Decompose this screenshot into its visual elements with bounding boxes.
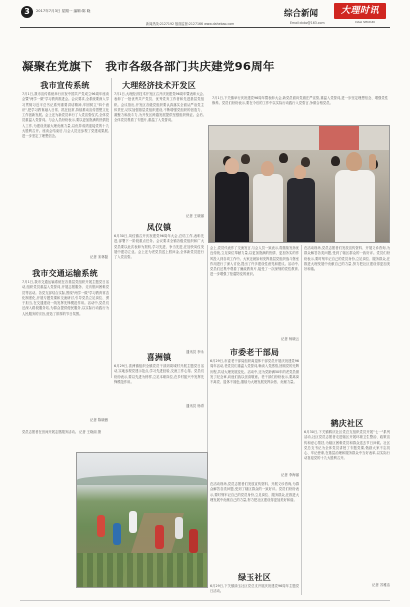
article-title: 我市宣传系统 [40, 81, 90, 90]
column-rule [301, 245, 302, 595]
article-body: 7月1日,我市宣传系统举行庆祝中国共产党成立96周年座谈会暨"两学一做"学习教育推进会。会议要求,全系统要深入学习贯彻习近平总书记系列重要讲话精神,牢固树立"四个意识",把学习教育融入日常、抓在经常,持续推动宣传思想文化工作创新发展。会上还为新党员举行了入党宣誓仪式,全体党员重温入党誓词。与会人员纷纷表示,要以更加饱满的热情投入工作,为建设美丽大理贡献力量,以优异成绩迎接党的十九大胜利召开。座谈会结束后,与会人员还参观了党建成果展,进一步坚定了理想信念。 [22, 92, 109, 139]
lead-note-text: 7月1日,下关镇举行庆祝建党96周年暨表彰大会,新党员面向党旗庄严宣誓,重温入党誓词,进一步坚定理想信念、增强党性修养。党员们纷纷表示,要在今后的工作中以实际行动践行入党誓言,争做合格党员。 [212, 96, 388, 106]
article-body: 6月30日,下关镇鹤庆社区党总支组织党员开展"七一"系列活动,社区党员志愿者走进辖区开展环境卫生整治、政策宣传和爱心帮扶,为辖区困难党员和群众送去节日问候。社区党总支书记为全体党员讲授了专题党课,勉励大家不忘初心、牢记使命,在基层治理和服务群众中当好表率,以实际行动喜迎党的十九大胜利召开。 [304, 430, 390, 461]
article-title: 喜洲镇 [146, 353, 172, 362]
photo-person-body [215, 172, 249, 242]
header-rule [20, 27, 390, 28]
article-title: 凤仪镇 [146, 223, 172, 232]
article-body: 6月30日,凤仪镇召开庆祝建党96周年大会,总结工作,表彰先进,部署下一阶段重点任务。会议要求全镇各级党组织和广大党员要以此次表彰为契机,学习先进、争当先进,在加快凤仪发展中建功立业。会上还为老党员送上慰问金,全体新党员进行了入党宣誓。 [114, 234, 204, 260]
photo-person [175, 517, 183, 539]
article-byline: 记者 苏雅洁 [371, 583, 390, 587]
section-name: 综合新闻 [284, 9, 319, 19]
article-byline: 通讯员 李永 [185, 350, 204, 354]
article-title: 绿玉社区 [238, 573, 271, 582]
photo-person-body [253, 174, 283, 242]
photo-person [241, 154, 250, 164]
party-flag [319, 126, 359, 150]
raised-fist [369, 154, 376, 170]
photo-person [113, 523, 121, 545]
email-line: Email:dxbz@163.com [290, 21, 325, 25]
article-byline: 记者 王晓丽 [185, 214, 204, 218]
article-body: 在活动现场,党员志愿者们发放宣传资料、开展义诊咨询,为群众解答各类问题,受到了辖区群众的一致好评。党员们纷纷表示,要时刻牢记自己的党员身份,立足岗位、服务群众,在推进大理发展中贡献自己的力量,努力把社区建设得更加美好和谐。 [210, 482, 299, 502]
article-title: 我市交通运输系统 [32, 269, 98, 278]
photo-caption: 党员志愿者在田间开展志愿服务活动。 记者 王晓丽 摄 [22, 430, 101, 434]
photo-person [129, 511, 137, 533]
photo-person [225, 158, 239, 174]
article-body: 6月29日,喜洲镇组织全镇党员干部到周城村开展主题党日活动,实地参观党建示范点,学习先进经验,交流工作心得。党员们纷纷表示,要以先进为榜样,立足本职岗位,在乡村振兴中发挥先锋模范作用。 [114, 364, 204, 384]
article-byline: 记者 李海丽 [280, 473, 299, 477]
photo-person [346, 152, 362, 171]
photo-person [97, 515, 105, 537]
photo-person [155, 525, 164, 549]
article-byline: 通讯员 杨青 [185, 404, 204, 408]
article-body: 7月1日,大理经济技术开发区召开庆祝建党96周年暨表彰大会,表彰了一批优秀共产党员、优秀党务工作者和先进基层党组织。会议指出,开发区各级党组织要认真落实全面从严治党主体责任,切实加强基层党组织建设,不断增强党组织的创造力、凝聚力和战斗力,为开发区跨越发展提供坚强组织保证。会后,全体党员观看了专题片,重温了入党誓词。 [114, 92, 204, 123]
article-title: 大理经济技术开发区 [122, 81, 196, 90]
headline: 凝聚在党旗下 我市各级各部门共庆建党96周年 [22, 60, 275, 73]
brand-logo-text: 大理时讯 [340, 6, 379, 16]
page-header [0, 0, 410, 46]
photo-backdrop [209, 126, 389, 150]
brand-english: DALI SHIXUN [355, 20, 375, 24]
column-rule [111, 78, 112, 378]
oath-photo [208, 125, 390, 243]
article-title: 市委老干部局 [229, 348, 280, 357]
article-title: 鹤庆社区 [330, 419, 364, 428]
page-number: 3 [24, 7, 30, 16]
article-byline: 记者 宋林磊 [89, 255, 108, 259]
distant-hills [77, 475, 207, 485]
article-body: 6月29日,市委老干部局组织离退休干部党员开展庆祝建党96周年活动,老党员们重温入党誓词,畅谈入党感悟,回顾党的光辉历程,共话大理发展变化。活动中,还为党龄满50年的老党员颁发了纪念章,向他们致以崇高敬意。老干部们纷纷表示,要离岗不离党、退休不褪色,继续为大理发展发挥余热、贡献力量。 [210, 359, 299, 385]
bottom-rule [20, 600, 390, 601]
photo-person-body [335, 170, 375, 242]
article-body: 6月29日,下关镇绿玉社区党总支开展庆祝建党96周年主题党日活动。 [210, 584, 299, 594]
article-body: 7月1日,我市交通运输系统在各基层党组织开展主题党日活动,组织党员重温入党誓词,开展志愿服务、走访慰问困难党员等活动。各党支部结合实际,围绕"两学一做"学习教育常态化制度化,开展专题党课和交流研讨,引导党员立足岗位、勇于担当,在交通建设一线发挥先锋模范作用。活动中,党员们还深入路段服务站,为群众提供便民服务,以实际行动践行为人民服务的宗旨,营造了浓厚的节日氛围。 [22, 280, 109, 316]
article-body: 会上,党员代表作了交流发言,与会人员一致表示,将继续发扬优良传统,立足岗位奉献力量,以更加饱满的热情、更加务实的作风投入到各项工作中。大家还就如何发挥基层党组织战斗堡垒作用进行了深入讨论,提出了许多建设性意见和建议。活动中,党员们还集中观看了廉政教育片,接受了一次深刻的党性教育,进一步增强了拒腐防变的意识。 [210, 246, 299, 277]
photo-person-body [287, 178, 315, 242]
article-body: 在活动现场,党员志愿者们发放宣传资料、开展义诊咨询,为群众解答各类问题,受到了辖区群众的一致好评。党员们纷纷表示,要时刻牢记自己的党员身份,立足岗位、服务群众,在推进大理发展中贡献自己的力量,努力把社区建设得更加美好和谐。 [304, 246, 390, 272]
editor-line: 新闻热线:2127192 版面监督:2127166 www.dahebao.com [146, 22, 235, 26]
photo-person [294, 165, 306, 179]
photo-person [279, 153, 288, 163]
photo-person [189, 529, 198, 553]
date-line: 2017年7月3日 星期一 编辑:陈 晓 [36, 9, 91, 13]
field-photo [76, 452, 208, 588]
photo-person [331, 156, 340, 166]
article-byline: 记者 杨晓云 [280, 337, 299, 341]
crop-rows [77, 553, 207, 587]
photo-person [261, 161, 274, 176]
article-byline: 记者 陈晓薇 [89, 418, 108, 422]
